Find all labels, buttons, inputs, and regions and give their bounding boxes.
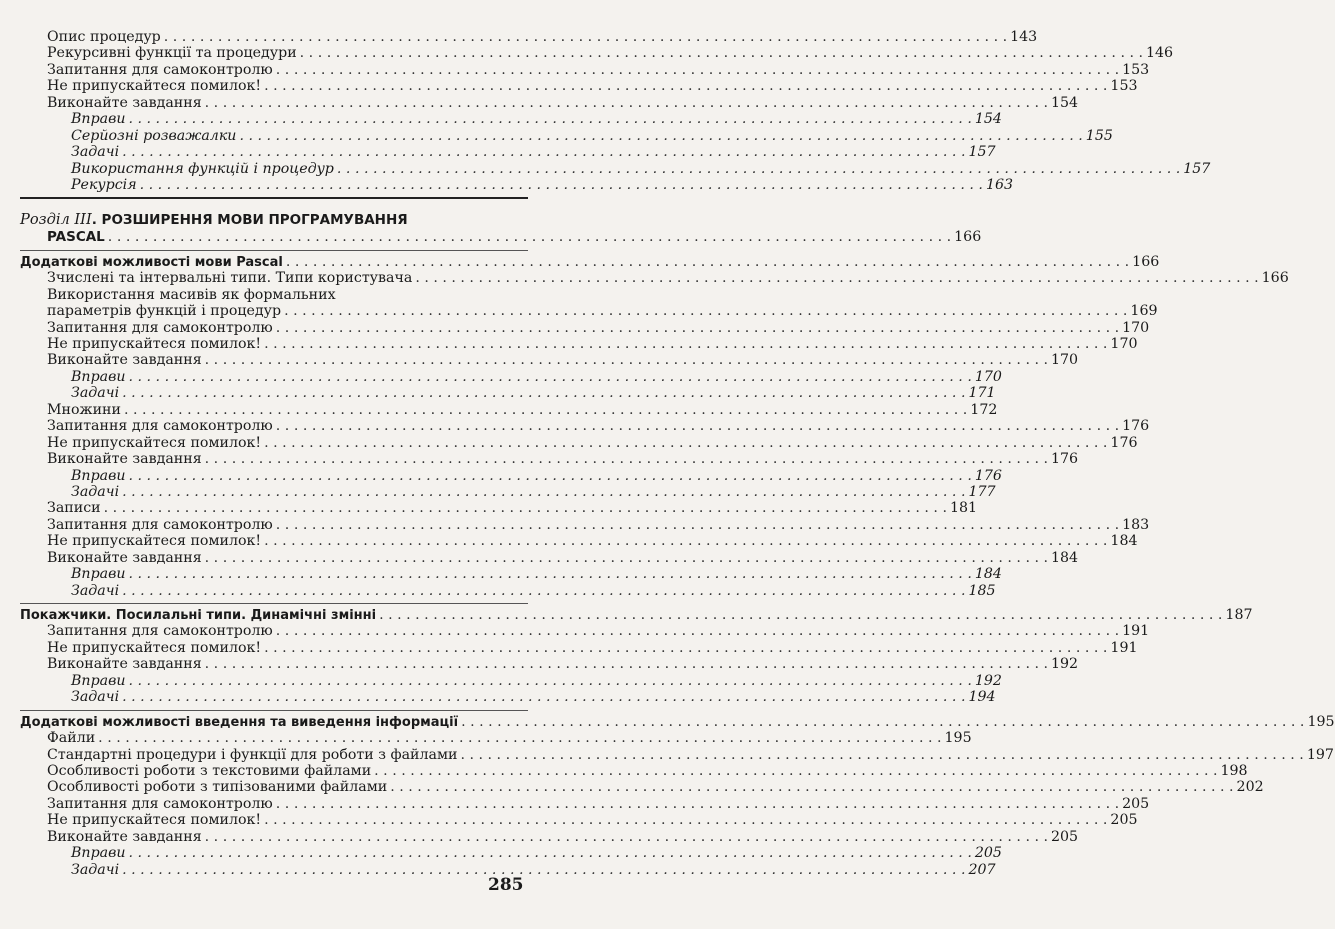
dot-leader [205, 451, 1048, 467]
toc-entry [20, 94, 1079, 111]
chapter-prefix: Розділ III [20, 211, 92, 229]
divider [20, 250, 528, 251]
entry-page: 155 [1085, 127, 1113, 144]
dot-leader [124, 402, 967, 418]
entry-page: 176 [1110, 434, 1138, 451]
toc-entry [20, 566, 1002, 583]
entry-page: 205 [974, 845, 1002, 862]
dot-leader [205, 829, 1048, 845]
dot-leader [122, 583, 965, 599]
dot-leader [129, 845, 972, 861]
entry-page: 185 [968, 582, 996, 599]
entry-title: Особливості роботи з текстовими файлами [47, 762, 372, 779]
entry-title: Запитання для самоконтролю [47, 516, 273, 533]
toc-group [20, 29, 1211, 193]
toc-entry [20, 434, 1138, 451]
dot-leader [264, 533, 1107, 549]
toc-entry [20, 144, 996, 161]
entry-title: Виконайте завдання [47, 656, 202, 673]
dot-leader [122, 144, 965, 160]
toc-entry [20, 385, 996, 402]
entry-page: 192 [974, 672, 1002, 689]
toc-entry [20, 639, 1138, 656]
toc-entry [20, 483, 996, 500]
entry-page: 170 [1110, 336, 1138, 352]
entry-title: Файли [47, 730, 96, 747]
toc-entry [20, 270, 1289, 287]
entry-page: 184 [1110, 533, 1138, 550]
entry-page: 143 [1010, 29, 1038, 45]
entry-page: 184 [1051, 549, 1079, 566]
entry-page: 169 [1130, 303, 1158, 320]
toc-entry [20, 689, 996, 706]
dot-leader [460, 747, 1303, 763]
entry-title: Не припускайтеся помилок! [47, 336, 262, 352]
dot-leader [276, 62, 1119, 78]
dot-leader [122, 385, 965, 401]
dot-leader [205, 95, 1048, 111]
dot-leader [108, 229, 951, 245]
entry-page: 170 [1122, 319, 1150, 336]
entry-page: 184 [974, 566, 1002, 583]
toc-entry [20, 451, 1079, 468]
dot-leader [205, 656, 1048, 672]
entry-title: Вправи [71, 111, 126, 128]
toc-entry [20, 303, 1158, 320]
entry-title: Стандартні процедури і функції для роботи з файлами [47, 746, 458, 763]
entry-page: 195 [1307, 713, 1335, 730]
entry-page: 192 [1051, 656, 1079, 673]
entry-title: Не припускайтеся помилок! [47, 533, 262, 550]
chapter-title-line1: . РОЗШИРЕННЯ МОВИ ПРОГРАМУВАННЯ [91, 212, 408, 229]
entry-page: 157 [968, 144, 996, 161]
dot-leader [415, 270, 1258, 286]
divider [20, 603, 528, 604]
toc-entry [20, 779, 1264, 796]
entry-page: 207 [968, 861, 996, 878]
chapter-heading [20, 211, 982, 246]
entry-title: Задачі [71, 582, 120, 599]
entry-page: 176 [1122, 418, 1150, 435]
toc-entry [20, 795, 1150, 812]
entry-title: Рекурсія [71, 176, 137, 193]
dot-leader [140, 177, 983, 193]
entry-title: Покажчики. Посилальні типи. Динамічні змінні [20, 608, 377, 623]
toc-entry [20, 762, 1248, 779]
toc-entry [20, 582, 996, 599]
toc-entry [20, 549, 1079, 566]
toc-entry [20, 319, 1150, 336]
entry-title: Серйозні розважалки [71, 127, 237, 144]
section-entry [20, 253, 1160, 270]
entry-title: Задачі [71, 483, 120, 500]
entry-page: 181 [949, 500, 978, 517]
table-of-contents [20, 29, 1335, 878]
toc-entry [20, 78, 1138, 95]
entry-page: 166 [1132, 253, 1160, 270]
section-entry [20, 607, 1253, 623]
toc-entry [20, 111, 1002, 128]
entry-page: 170 [1051, 352, 1079, 369]
entry-page: 205 [1051, 828, 1079, 845]
dot-leader [264, 640, 1107, 656]
entry-title: Не припускайтеся помилок! [47, 639, 262, 656]
entry-page: 205 [1122, 795, 1150, 812]
dot-leader [286, 254, 1129, 270]
dot-leader [276, 796, 1119, 812]
dot-leader [122, 689, 965, 705]
entry-title: Запитання для самоконтролю [47, 319, 273, 336]
entry-title: Запитання для самоконтролю [47, 795, 273, 812]
dot-leader [300, 45, 1143, 61]
entry-title: Множини [47, 401, 121, 418]
toc-entry [20, 672, 1002, 689]
entry-title: Опис процедур [47, 29, 161, 45]
dot-leader [276, 623, 1119, 639]
entry-title: Рекурсивні функції та процедури [47, 45, 297, 62]
entry-title: Не припускайтеся помилок! [47, 78, 262, 95]
toc-entry [20, 336, 1138, 352]
entry-title: Виконайте завдання [47, 549, 202, 566]
toc-group [20, 607, 1253, 706]
entry-title: Додаткові можливості мови Pascal [20, 254, 283, 270]
entry-page: 154 [974, 111, 1002, 128]
toc-entry [20, 623, 1150, 640]
toc-entry [20, 127, 1113, 144]
dot-leader [379, 607, 1222, 623]
chapter-title-line2-row [20, 229, 982, 246]
entry-title: Вправи [71, 467, 126, 484]
entry-page: 153 [1110, 78, 1138, 95]
entry-title: Виконайте завдання [47, 352, 202, 369]
chapter-page: 166 [954, 229, 982, 246]
entry-title: Додаткові можливості введення та виведення інформації [20, 714, 459, 730]
entry-page: 194 [968, 689, 996, 706]
entry-page: 177 [968, 483, 996, 500]
toc-entry [20, 29, 1038, 45]
dot-leader [104, 500, 947, 516]
toc-entry [20, 368, 1002, 385]
divider [20, 197, 528, 199]
dot-leader [337, 161, 1180, 177]
entry-title: Задачі [71, 861, 120, 878]
toc-entry [20, 160, 1211, 177]
entry-title: Задачі [71, 385, 120, 402]
toc-entry [20, 176, 1014, 193]
entry-page: 197 [1306, 746, 1334, 763]
entry-title: параметрів функцій і процедур [47, 303, 282, 320]
entry-page: 171 [968, 385, 996, 402]
entry-title: Запитання для самоконтролю [47, 623, 273, 640]
entry-title: Не припускайтеся помилок! [47, 812, 262, 829]
dot-leader [122, 862, 965, 878]
dot-leader [205, 352, 1048, 368]
entry-page: 157 [1183, 160, 1211, 177]
entry-title: Використання функцій і процедур [71, 160, 334, 177]
entry-page: 154 [1051, 94, 1079, 111]
dot-leader [129, 369, 972, 385]
toc-group [20, 713, 1335, 878]
dot-leader [390, 779, 1233, 795]
dot-leader [122, 484, 965, 500]
entry-title: Виконайте завдання [47, 828, 202, 845]
entry-title: Виконайте завдання [47, 451, 202, 468]
dot-leader [164, 29, 1007, 45]
toc-entry [20, 467, 1002, 484]
entry-page: 191 [1110, 639, 1138, 656]
dot-leader [129, 111, 972, 127]
entry-title: Записи [47, 500, 101, 517]
dot-leader [264, 435, 1107, 451]
entry-page: 146 [1146, 45, 1174, 62]
entry-page: 163 [985, 176, 1014, 193]
dot-leader [276, 320, 1119, 336]
toc-entry [20, 828, 1079, 845]
toc-entry [20, 656, 1079, 673]
entry-page: 191 [1122, 623, 1150, 640]
dot-leader [374, 763, 1217, 779]
entry-title: Вправи [71, 672, 126, 689]
entry-title: Не припускайтеся помилок! [47, 434, 262, 451]
entry-title: Задачі [71, 689, 120, 706]
entry-title: Запитання для самоконтролю [47, 418, 273, 435]
toc-entry [20, 500, 978, 517]
toc-entry [20, 352, 1079, 369]
dot-leader [129, 566, 972, 582]
entry-page: 176 [974, 467, 1002, 484]
divider [20, 710, 528, 711]
toc-entry [20, 516, 1150, 533]
dot-leader [264, 78, 1107, 94]
entry-title: Запитання для самоконтролю [47, 61, 273, 78]
dot-leader [129, 673, 972, 689]
page-number: 285 [488, 875, 524, 895]
entry-page: 205 [1110, 812, 1138, 829]
entry-title: Вправи [71, 566, 126, 583]
dot-leader [284, 303, 1127, 319]
toc-entry [20, 533, 1138, 550]
entry-title: Вправи [71, 845, 126, 862]
entry-page: 170 [974, 368, 1002, 385]
toc-entry [20, 746, 1334, 763]
toc-entry [20, 61, 1150, 78]
entry-page: 195 [944, 730, 972, 747]
entry-page: 153 [1122, 61, 1150, 78]
toc-entry [20, 287, 528, 303]
section-entry [20, 713, 1335, 730]
toc-entry [20, 845, 1002, 862]
toc-entry [20, 45, 1174, 62]
entry-title: Виконайте завдання [47, 94, 202, 111]
entry-page: 166 [1261, 270, 1289, 287]
toc-entry [20, 812, 1138, 829]
entry-page: 176 [1051, 451, 1079, 468]
dot-leader [264, 336, 1107, 352]
dot-leader [98, 730, 941, 746]
dot-leader [129, 468, 972, 484]
toc-group [20, 253, 1289, 599]
toc-entry [20, 418, 1150, 435]
entry-page: 172 [970, 401, 998, 418]
entry-title: Вправи [71, 368, 126, 385]
chapter-title-line2: PASCAL [47, 229, 105, 246]
toc-entry [20, 861, 996, 878]
entry-title: Задачі [71, 144, 120, 161]
entry-title: Використання масивів як формальних [47, 286, 336, 303]
dot-leader [461, 714, 1304, 730]
toc-entry [20, 730, 972, 747]
entry-page: 183 [1122, 516, 1150, 533]
dot-leader [264, 812, 1107, 828]
entry-page: 202 [1236, 779, 1264, 796]
entry-title: Зчислені та інтервальні типи. Типи користувача [47, 270, 413, 287]
entry-page: 187 [1225, 607, 1253, 623]
dot-leader [239, 128, 1082, 144]
dot-leader [205, 550, 1048, 566]
entry-page: 198 [1220, 762, 1248, 779]
dot-leader [276, 517, 1119, 533]
dot-leader [276, 418, 1119, 434]
toc-entry [20, 401, 998, 418]
entry-title: Особливості роботи з типізованими файлами [47, 779, 388, 796]
